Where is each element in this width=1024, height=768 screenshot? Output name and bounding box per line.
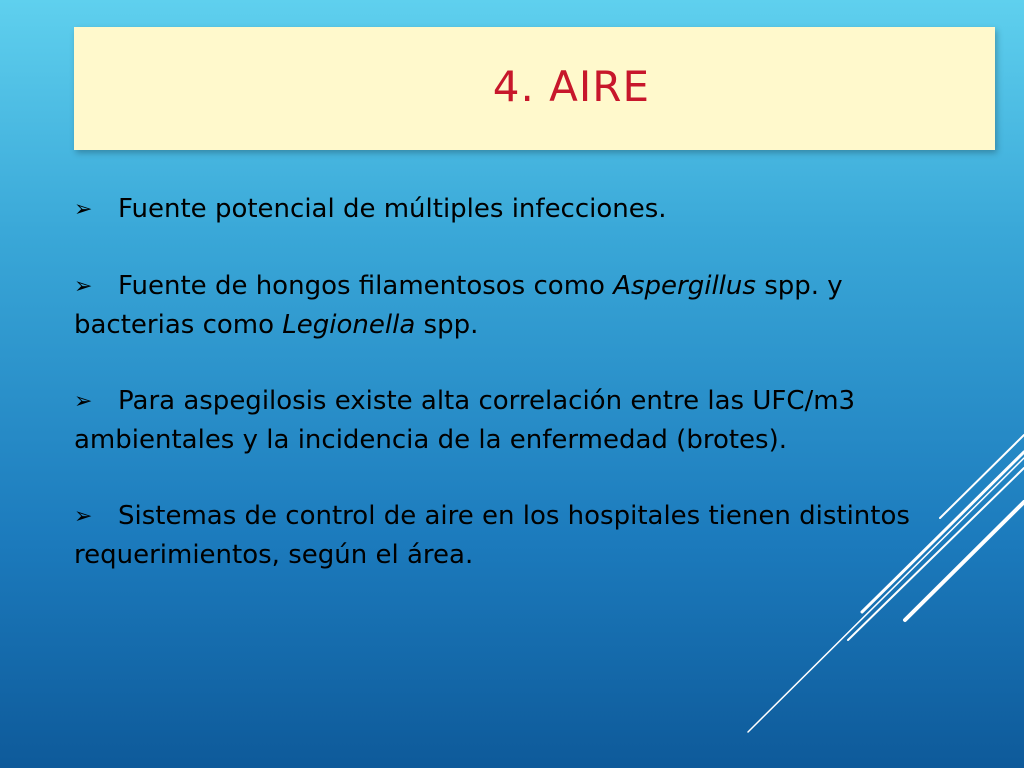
slide-title: 4. AIRE (492, 62, 650, 111)
bullet-text: Sistemas de control de aire en los hospitales tienen distintos requerimientos, según el área. (74, 501, 910, 570)
deco-line (748, 458, 1024, 732)
bullet-text: spp. y bacterias como (74, 271, 843, 340)
bullet-text: Fuente potencial de múltiples infecciones. (118, 194, 667, 224)
arrow-bullet-icon: ➢ (74, 389, 93, 414)
deco-line (940, 435, 1024, 518)
arrow-bullet-icon: ➢ (74, 197, 93, 222)
bullet-text: Para aspegilosis existe alta correlación entre las UFC/m3 ambientales y la incidencia de la enfermedad (brotes). (74, 386, 856, 455)
bullet-text: Fuente de hongos filamentosos como (118, 271, 614, 301)
arrow-bullet-icon: ➢ (74, 504, 93, 529)
deco-line (848, 468, 1024, 640)
arrow-bullet-icon: ➢ (74, 274, 93, 299)
deco-line (905, 502, 1024, 620)
genus-name-legionella: Legionella (282, 310, 416, 340)
genus-name-aspergillus: Aspergillus (613, 271, 756, 301)
deco-line (862, 452, 1024, 612)
bullet-text: spp. (415, 310, 479, 340)
